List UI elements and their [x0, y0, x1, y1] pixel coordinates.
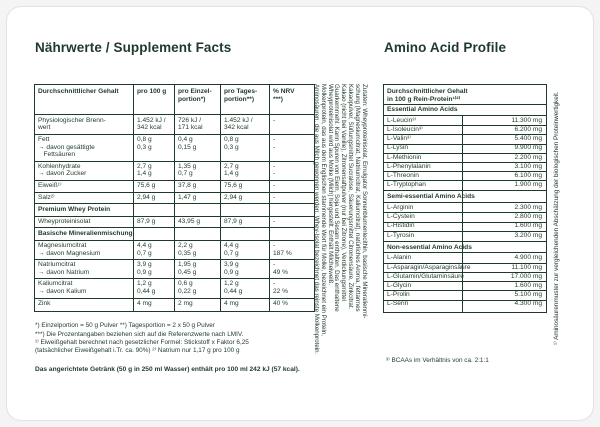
value-per-serving: 2 mg: [178, 299, 193, 307]
value-per-100g: 1,2 g 0,44 g: [137, 280, 156, 295]
amino-table: [383, 84, 547, 313]
amino-name: L-Tryptophan: [387, 181, 426, 189]
table-rule: [384, 190, 546, 191]
amino-name: L-Glutamin/Glutaminsäure: [387, 272, 464, 280]
table-rule: [384, 115, 546, 116]
section-non-essential-text: Non-essential Amino Acids: [387, 243, 472, 251]
nutrient-name: Magnesiumcitrat → davon Magnesium: [38, 242, 101, 257]
value-per-100g: 87,9 g: [137, 217, 156, 225]
footnote-line: *) Einzelportion = 50 g Pulver **) Tagesportion = 2 x 50 g Pulver: [35, 322, 215, 330]
ingredients-line: schung (Magnesiumcitrat, Natriumcitrat, Kaliumcitrat), natürliches Aroma, fettarmes: [354, 84, 362, 312]
nutrient-name: Fett → davon gesättigte Fettsäuren: [38, 136, 95, 159]
value-nrv: - -: [273, 162, 276, 178]
value-per-serving: 43,95 g: [178, 217, 200, 225]
amino-value: 6.200 mg: [514, 126, 542, 133]
column-rule: [133, 85, 134, 311]
value-nrv: - 187 %: [273, 242, 292, 257]
value-per-100g: 75,6 g: [137, 182, 156, 189]
amino-value: 3.200 mg: [514, 231, 542, 239]
amino-title: Amino Acid Profile: [384, 40, 507, 55]
amino-value: 11.300 mg: [511, 116, 542, 124]
nutrition-table: [34, 84, 315, 312]
value-per-serving: 2,2 g 0,35 g: [178, 242, 197, 257]
column-header: pro Tages- portion**): [224, 88, 258, 103]
value-nrv: - -: [273, 136, 276, 151]
ingredients-line: Wheyproteinisolat wird aus Molke (Milch) hergestellt. Enthält Milcheiweiß.: [326, 84, 334, 286]
value-per-serving: 1,95 g 0,45 g: [178, 261, 197, 276]
value-per-day: 4,4 g 0,7 g: [224, 242, 239, 257]
amino-value: 17.000 mg: [510, 272, 542, 280]
amino-name: L-Arginin: [387, 204, 414, 211]
amino-name: L-Threonin: [387, 172, 419, 179]
table-rule: [384, 104, 546, 105]
value-per-100g: 4,4 g 0,7 g: [137, 242, 152, 257]
section-title: Basische Mineralienmischung: [38, 230, 133, 238]
amino-value: 6.100 mg: [514, 172, 542, 179]
amino-value: 4.900 mg: [514, 254, 542, 262]
value-per-100g: 3,9 g 0,9 g: [137, 261, 152, 276]
amino-value: 1.600 mg: [514, 222, 542, 230]
nutrient-name: Salz²⁾: [38, 193, 55, 201]
footnote-line: (tatsächlicher Eiweißgehalt i.Tr. ca. 90%) ²⁾ Natrium nur 1,17 g pro 100 g: [35, 347, 240, 355]
amino-value: 11.100 mg: [511, 263, 542, 271]
ingredients-line: Zutaten: Wheyproteinisolat, Emulgator Sonnenblumenlecithin, basische Mineralienmi-: [361, 84, 368, 319]
amino-value: 3.100 mg: [514, 162, 542, 170]
amino-name: L-Phenylalanin: [387, 162, 431, 170]
value-per-100g: 4 mg: [137, 299, 152, 307]
value-nrv: -: [273, 182, 276, 189]
amino-value: 2.200 mg: [514, 153, 542, 161]
table-rule: [384, 241, 546, 242]
value-nrv: - 22 %: [273, 280, 289, 295]
amino-side-note: ¹⁾ Aminosäurenmuster zur vergleichenden Abschätzung der biologischen Proteinwertigkeit.: [553, 91, 560, 345]
table-rule: [384, 252, 546, 253]
value-nrv: -: [273, 116, 276, 124]
section-essential-text: Essential Amino Acids: [387, 106, 458, 114]
amino-name: L-Glycin: [387, 282, 412, 289]
amino-value: 2.300 mg: [514, 204, 542, 211]
ingredients-line: Guarkernmehl. Kann Spuren von Eiern, Soja und Sesam enthalten. Das enthaltene: [333, 84, 341, 312]
amino-value: 5.100 mg: [514, 291, 542, 299]
prepared-drink-note: Das angerichtete Getränk (50 g in 250 ml Wasser) enthält pro 100 ml 242 kJ (57 kcal).: [35, 366, 300, 373]
amino-header-text: Durchschnittlicher Gehalt in 100 g Rein-Protein¹⁾²⁾: [387, 88, 468, 103]
amino-value: 1.900 mg: [514, 181, 542, 189]
amino-name: L-Cystein: [387, 213, 415, 221]
value-per-day: 0,8 g 0,3 g: [224, 136, 239, 151]
nutrition-title: Nährwerte / Supplement Facts: [35, 40, 232, 55]
value-per-100g: 2,94 g: [137, 193, 156, 201]
amino-name: L-Serin: [387, 300, 409, 308]
value-per-serving: 0,4 g 0,15 g: [178, 136, 197, 151]
amino-value: 9.900 mg: [514, 144, 542, 152]
ingredients-line: Molkenprotein, das aus dem Englischen stammende Wort für Molke, bezeichnet ein Protein,: [319, 84, 327, 336]
value-per-100g: 2,7 g 1,4 g: [137, 162, 152, 178]
value-per-day: 1,2 g 0,44 g: [224, 280, 243, 295]
section-semi-essential-text: Semi-essential Amino Acids: [387, 193, 475, 201]
nutrient-name: Wheyproteinisolat: [38, 217, 91, 225]
column-header: pro Einzel- portion*): [178, 88, 212, 103]
amino-name: L-Leucin³⁾: [387, 116, 417, 124]
value-nrv: -: [273, 217, 276, 225]
column-header: Durchschnittlicher Gehalt: [38, 88, 119, 95]
amino-value: 4.300 mg: [514, 300, 542, 308]
value-per-serving: 726 kJ / 171 kcal: [178, 116, 203, 132]
amino-value: 5.400 mg: [514, 135, 542, 143]
table-rule: [384, 202, 546, 203]
value-per-serving: 37,8 g: [178, 182, 197, 189]
column-header: pro 100 g: [137, 88, 167, 95]
nutrient-name: Eiweiß¹⁾: [38, 182, 62, 189]
nutrient-name: Kohlenhydrate → davon Zucker: [38, 162, 87, 178]
nutrient-name: Natriumcitrat → davon Natrium: [38, 261, 90, 276]
footnote-line: ***) Die Prozentangaben beziehen sich auf die Referenzwerte nach LMIV.: [35, 330, 244, 338]
value-per-100g: 0,8 g 0,3 g: [137, 136, 152, 151]
section-title: Premium Whey Protein: [38, 206, 111, 214]
amino-name: L-Methionin: [387, 153, 422, 161]
value-per-day: 4 mg: [224, 299, 239, 307]
value-per-day: 1.452 kJ / 342 kcal: [224, 116, 253, 132]
amino-value: 2.800 mg: [514, 213, 542, 221]
value-per-day: 2,7 g 1,4 g: [224, 162, 239, 178]
amino-value: 1.600 mg: [514, 282, 542, 289]
column-header: % NRV ***): [273, 88, 295, 103]
nutrient-name: Zink: [38, 299, 51, 307]
ingredients-line: Kakaopulver, Süßungsmittel Sucralose, Säuerungsmittel Citronensäure, Zinkcitrat.: [347, 84, 355, 310]
value-nrv: 40 %: [273, 299, 289, 307]
amino-name: L-Tyrosin: [387, 231, 415, 239]
amino-footnote: ³⁾ BCAAs im Verhältnis von ca. 2:1:1: [386, 357, 489, 364]
column-rule: [174, 85, 175, 311]
column-rule: [220, 85, 221, 311]
column-rule: [269, 85, 270, 311]
amino-name: L-Alanin: [387, 254, 412, 262]
value-per-100g: 1.452 kJ / 342 kcal: [137, 116, 166, 132]
value-per-day: 3,9 g 0,9 g: [224, 261, 239, 276]
value-per-day: 75,6 g: [224, 182, 243, 189]
amino-name: L-Isoleucin³⁾: [387, 126, 423, 133]
value-per-serving: 0,6 g 0,22 g: [178, 280, 197, 295]
value-nrv: - 49 %: [273, 261, 289, 276]
value-per-serving: 1,47 g: [178, 193, 197, 201]
footnote-line: ¹⁾ Eiweißgehalt berechnet nach gesetzlicher Formel: Stickstoff x Faktor 6,25: [35, 338, 249, 346]
amino-name: L-Valin³⁾: [387, 135, 411, 143]
amino-name: L-Asparagin/Asparaginsäure: [387, 263, 471, 271]
ingredients-line: Aminosäuren, die aus Milch gewonnen werden. Whey-Isolat bezeichnet das reinste Molkenprotein.: [312, 84, 320, 355]
column-rule: [462, 116, 463, 312]
nutrient-name: Physiologischer Brenn- wert: [38, 116, 106, 132]
value-per-day: 2,94 g: [224, 193, 243, 201]
value-nrv: -: [273, 193, 276, 201]
amino-name: L-Histidin: [387, 222, 415, 230]
ingredients-line: Kakao (nicht bei Vanille), Zitronensaftpulver (nur bei Zitrone), Verdickungsmittel: [340, 84, 348, 301]
amino-name: L-Prolin: [387, 291, 410, 299]
value-per-day: 87,9 g: [224, 217, 243, 225]
amino-name: L-Lysin: [387, 144, 409, 152]
value-per-serving: 1,35 g 0,7 g: [178, 162, 197, 178]
nutrient-name: Kaliumcitrat → davon Kalium: [38, 280, 87, 295]
